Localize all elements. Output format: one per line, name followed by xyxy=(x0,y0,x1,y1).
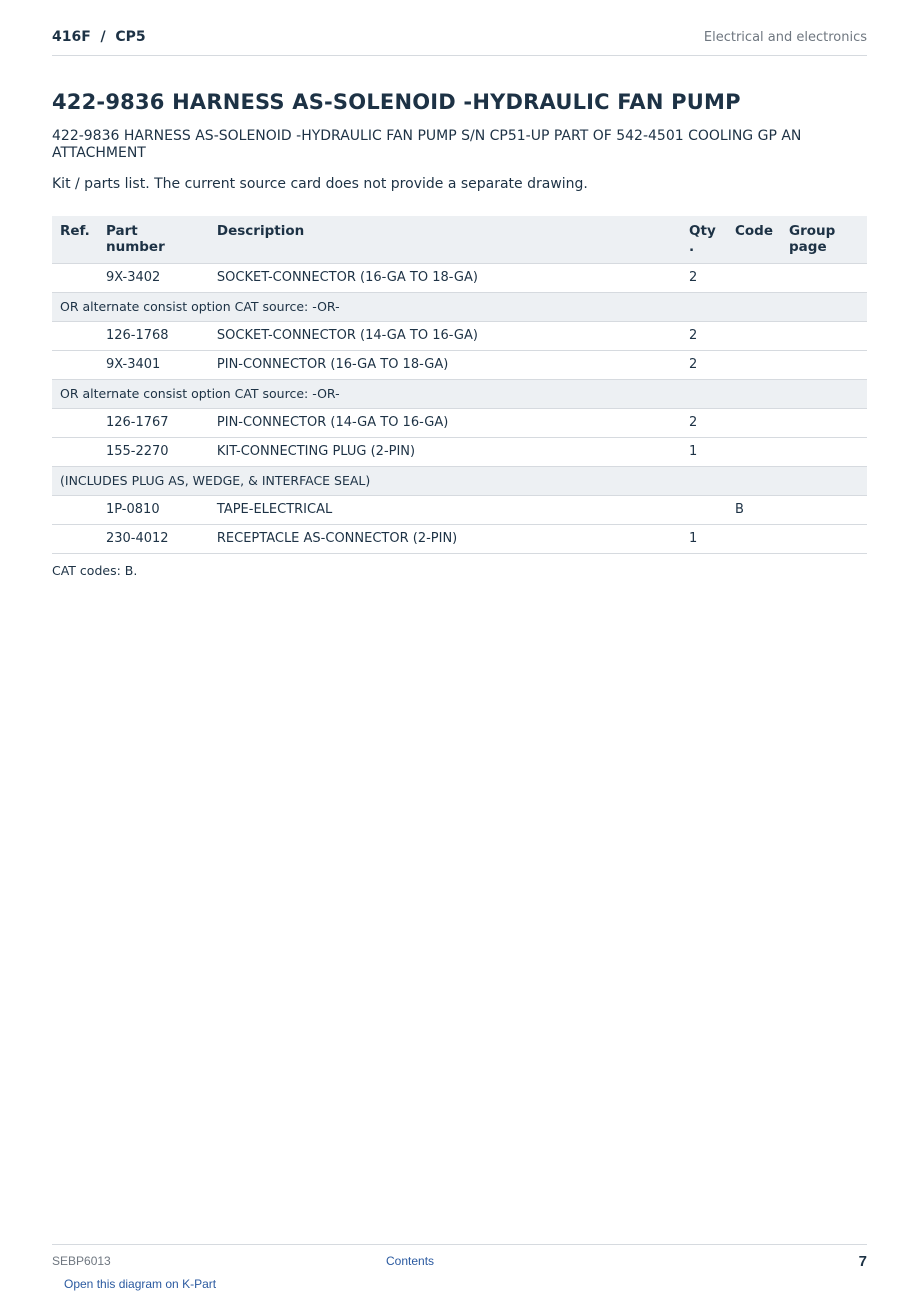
cell-part-number: 155-2270 xyxy=(98,438,209,467)
cell-group-page xyxy=(781,264,867,293)
cell-part-number: 1P-0810 xyxy=(98,496,209,525)
cell-code: B xyxy=(727,496,781,525)
column-header-qty: Qty . xyxy=(681,216,727,264)
breadcrumb: 416F / CP5 xyxy=(52,29,146,45)
table-row xyxy=(52,438,867,467)
cell-code xyxy=(727,438,781,467)
page-number: 7 xyxy=(858,1253,867,1270)
cell-ref xyxy=(52,525,98,554)
cell-part-number: 126-1768 xyxy=(98,322,209,351)
cell-group-page xyxy=(781,409,867,438)
option-note-row xyxy=(52,380,867,409)
cell-qty: 2 xyxy=(681,322,727,351)
cell-group-page xyxy=(781,496,867,525)
table-row xyxy=(52,525,867,554)
table-row xyxy=(52,351,867,380)
column-header-description: Description xyxy=(209,216,681,264)
cell-description: SOCKET-CONNECTOR (14-GA TO 16-GA) xyxy=(209,322,681,351)
column-header-code: Code xyxy=(727,216,781,264)
cell-qty xyxy=(681,496,727,525)
table-row xyxy=(52,322,867,351)
contents-link[interactable]: Contents xyxy=(386,1254,435,1268)
option-note-text: OR alternate consist option CAT source: -OR- xyxy=(52,293,867,322)
cell-ref xyxy=(52,409,98,438)
cell-group-page xyxy=(781,322,867,351)
cell-description: PIN-CONNECTOR (14-GA TO 16-GA) xyxy=(209,409,681,438)
cell-qty: 2 xyxy=(681,264,727,293)
cell-description: SOCKET-CONNECTOR (16-GA TO 18-GA) xyxy=(209,264,681,293)
cell-ref xyxy=(52,496,98,525)
cell-part-number: 9X-3401 xyxy=(98,351,209,380)
cell-ref xyxy=(52,438,98,467)
option-note-text: (INCLUDES PLUG AS, WEDGE, & INTERFACE SEAL) xyxy=(52,467,867,496)
parts-table-body xyxy=(52,264,867,554)
cell-qty: 1 xyxy=(681,438,727,467)
page-title: 422-9836 HARNESS AS-SOLENOID -HYDRAULIC FAN PUMP xyxy=(52,90,741,114)
page-subtitle: 422-9836 HARNESS AS-SOLENOID -HYDRAULIC FAN PUMP S/N CP51-UP PART OF 542-4501 COOLING GP AN ATTACHMENT xyxy=(52,128,802,161)
cell-qty: 1 xyxy=(681,525,727,554)
section-label: Electrical and electronics xyxy=(703,30,867,45)
cell-code xyxy=(727,264,781,293)
cell-qty: 2 xyxy=(681,409,727,438)
parts-table xyxy=(52,216,867,554)
column-header-ref: Ref. xyxy=(52,216,98,264)
source-note: Kit / parts list. The current source card does not provide a separate drawing. xyxy=(52,176,588,192)
cell-code xyxy=(727,409,781,438)
cell-description: RECEPTACLE AS-CONNECTOR (2-PIN) xyxy=(209,525,681,554)
document-id: SEBP6013 xyxy=(52,1254,111,1268)
open-k-part-link[interactable]: Open this diagram on K-Part xyxy=(64,1277,217,1291)
cell-part-number: 230-4012 xyxy=(98,525,209,554)
cat-codes-note: CAT codes: B. xyxy=(52,563,138,578)
option-note-row xyxy=(52,467,867,496)
option-note-row xyxy=(52,293,867,322)
table-row xyxy=(52,496,867,525)
column-header-part-number: Part number xyxy=(98,216,209,264)
cell-ref xyxy=(52,322,98,351)
cell-description: PIN-CONNECTOR (16-GA TO 18-GA) xyxy=(209,351,681,380)
cell-part-number: 9X-3402 xyxy=(98,264,209,293)
page-footer xyxy=(52,1244,867,1275)
cell-ref xyxy=(52,351,98,380)
table-header-row xyxy=(52,216,867,264)
cell-group-page xyxy=(781,525,867,554)
cell-code xyxy=(727,525,781,554)
option-note-text: OR alternate consist option CAT source: -OR- xyxy=(52,380,867,409)
cell-code xyxy=(727,351,781,380)
cell-description: KIT-CONNECTING PLUG (2-PIN) xyxy=(209,438,681,467)
table-row xyxy=(52,264,867,293)
cell-part-number: 126-1767 xyxy=(98,409,209,438)
cell-group-page xyxy=(781,351,867,380)
page-header xyxy=(52,28,867,56)
cell-qty: 2 xyxy=(681,351,727,380)
cell-group-page xyxy=(781,438,867,467)
column-header-group-page: Group page xyxy=(781,216,867,264)
cell-ref xyxy=(52,264,98,293)
cell-code xyxy=(727,322,781,351)
table-row xyxy=(52,409,867,438)
cell-description: TAPE-ELECTRICAL xyxy=(209,496,681,525)
